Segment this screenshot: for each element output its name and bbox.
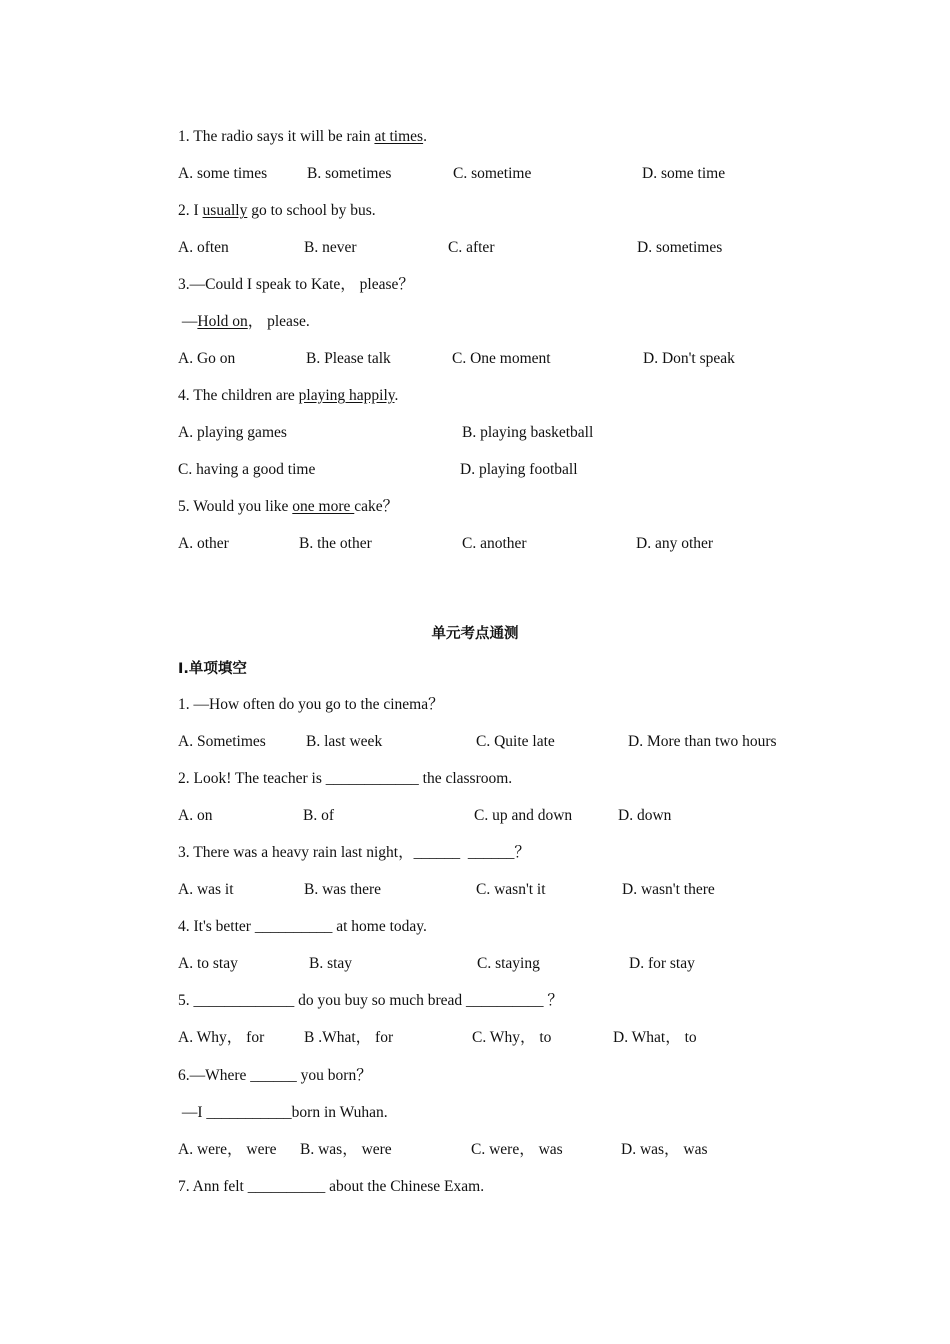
option-a: A. playing games <box>178 424 287 441</box>
option-c: C. after <box>448 239 495 256</box>
question-3-stem: 3. There was a heavy rain last night，______ ______？ <box>178 844 530 861</box>
option-d: D. What， to <box>613 1029 697 1046</box>
option-b: B. was， were <box>300 1141 392 1158</box>
option-a: A. some times <box>178 165 268 182</box>
option-c: C. up and down <box>474 807 573 824</box>
question-6-stem: 6.—Where ______ you born？ <box>178 1067 372 1084</box>
option-a: A. was it <box>178 881 234 898</box>
option-c: C. wasn't it <box>476 881 546 898</box>
option-a: A. to stay <box>178 955 238 972</box>
question-3-stem: 3.—Could I speak to Kate， please？ <box>178 276 414 293</box>
question-4-stem: 4. It's better __________ at home today. <box>178 918 427 935</box>
option-a: A. Why， for <box>178 1029 265 1046</box>
question-5-stem: 5. Would you like one more cake？ <box>178 498 399 515</box>
underlined-phrase: one more <box>292 498 355 515</box>
option-b: B. of <box>303 807 334 824</box>
option-a: A. often <box>178 239 229 256</box>
option-d: D. playing football <box>460 461 578 478</box>
option-a: A. were， were <box>178 1141 277 1158</box>
option-d: D. was， was <box>621 1141 708 1158</box>
option-d: D. for stay <box>629 955 695 972</box>
question-2-stem: 2. Look! The teacher is ____________ the classroom. <box>178 770 513 787</box>
option-b: B .What， for <box>304 1029 394 1046</box>
option-b: B. the other <box>299 535 372 552</box>
option-b: B. stay <box>309 955 353 972</box>
option-a: A. Sometimes <box>178 733 266 750</box>
option-d: D. down <box>618 807 672 824</box>
option-c: C. Why， to <box>472 1029 552 1046</box>
underlined-phrase: Hold on <box>197 313 248 330</box>
option-c: C. sometime <box>453 165 532 182</box>
option-d: D. More than two hours <box>628 733 777 750</box>
question-4-stem: 4. The children are playing happily. <box>178 387 399 404</box>
question-1-stem: 1. The radio says it will be rain at times. <box>178 128 427 145</box>
section-heading: Ⅰ.单项填空 <box>178 661 247 677</box>
option-c: C. staying <box>477 955 540 972</box>
option-b: B. was there <box>304 881 382 898</box>
option-d: D. some time <box>642 165 726 182</box>
option-d: D. wasn't there <box>622 881 715 898</box>
question-1-stem: 1. —How often do you go to the cinema？ <box>178 696 444 713</box>
option-b: B. Please talk <box>306 350 391 367</box>
underlined-phrase: at times <box>374 128 424 145</box>
question-6-reply: —I ___________born in Wuhan. <box>178 1104 388 1121</box>
underlined-phrase: playing happily <box>298 387 395 404</box>
option-b: B. playing basketball <box>462 424 594 441</box>
option-d: D. sometimes <box>637 239 723 256</box>
question-3-reply: —Hold on， please. <box>178 313 310 330</box>
question-7-stem: 7. Ann felt __________ about the Chinese Exam. <box>178 1178 485 1195</box>
option-a: A. on <box>178 807 213 824</box>
option-b: B. sometimes <box>307 165 392 182</box>
option-d: D. Don't speak <box>643 350 735 367</box>
option-c: C. One moment <box>452 350 551 367</box>
unit-test-title: 单元考点通测 <box>431 626 519 642</box>
underlined-phrase: usually <box>202 202 248 219</box>
option-c: C. Quite late <box>476 733 555 750</box>
option-b: B. never <box>304 239 357 256</box>
option-a: A. Go on <box>178 350 236 367</box>
option-c: C. another <box>462 535 527 552</box>
option-c: C. were， was <box>471 1141 563 1158</box>
question-5-stem: 5. _____________ do you buy so much bread __________ ？ <box>178 992 563 1009</box>
option-d: D. any other <box>636 535 714 552</box>
option-a: A. other <box>178 535 229 552</box>
option-b: B. last week <box>306 733 383 750</box>
question-2-stem: 2. I usually go to school by bus. <box>178 202 376 219</box>
option-c: C. having a good time <box>178 461 316 478</box>
